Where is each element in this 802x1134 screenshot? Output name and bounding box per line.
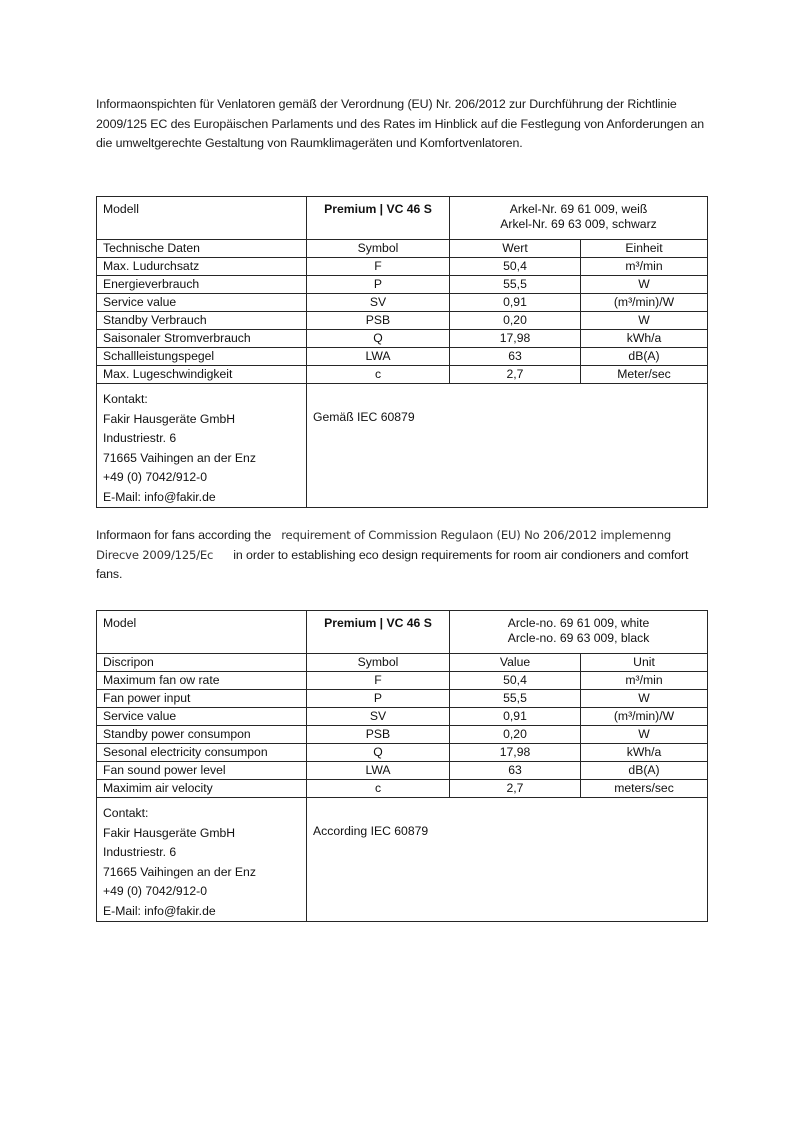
row-value: 0,20 <box>450 726 581 744</box>
spec-table-german <box>96 196 708 508</box>
row-label: Maximim air velocity <box>97 780 307 798</box>
row-symbol: Q <box>307 330 450 348</box>
table-row <box>97 744 708 762</box>
spec-table-english <box>96 610 708 922</box>
row-unit: dB(A) <box>581 348 708 366</box>
row-unit: Meter/sec <box>581 366 708 384</box>
row-value: 0,91 <box>450 294 581 312</box>
row-symbol: P <box>307 690 450 708</box>
model-name: Premium | VC 46 S <box>307 611 450 654</box>
column-header-value: Value <box>450 654 581 672</box>
article-line-1: Arcle-no. 69 61 009, white <box>507 616 650 630</box>
contact-line: Contakt: <box>103 806 149 820</box>
row-symbol: SV <box>307 294 450 312</box>
column-header-value: Wert <box>450 240 581 258</box>
row-symbol: Q <box>307 744 450 762</box>
table-row <box>97 780 708 798</box>
row-symbol: PSB <box>307 726 450 744</box>
table-column-header-row <box>97 240 708 258</box>
contact-line: 71665 Vaihingen an der Enz <box>103 450 256 465</box>
contact-line: Fakir Hausgeräte GmbH <box>103 825 236 840</box>
table-header-row <box>97 197 708 240</box>
row-value: 50,4 <box>450 258 581 276</box>
intro-paragraph-english <box>96 526 714 585</box>
table-column-header-row <box>97 654 708 672</box>
row-unit: W <box>581 276 708 294</box>
standard-note: According IEC 60879 <box>307 798 708 922</box>
table-row <box>97 672 708 690</box>
column-header-symbol: Symbol <box>307 654 450 672</box>
row-value: 55,5 <box>450 276 581 294</box>
intro-paragraph-german: Informaonspichten für Venlatoren gemäß der Verordnung (EU) Nr. 206/2012 zur Durchführung der Richtlinie 2009/125 EC des Europäischen Parlaments und des Rates im Hinblick auf die Festlegung von Anforderungen an die umweltgerechte Gestaltung von Raumklimageräten und Komfortvenlatoren. <box>96 97 708 151</box>
intro-en-segment-3: in order to establishing eco design requirements for room air condioners and comfort fans. <box>96 547 692 582</box>
model-label: Modell <box>97 197 307 240</box>
row-label: Schallleistungspegel <box>97 348 307 366</box>
row-label: Maximum fan ow rate <box>97 672 307 690</box>
column-header-unit: Unit <box>581 654 708 672</box>
column-header-symbol: Symbol <box>307 240 450 258</box>
contact-row <box>97 384 708 508</box>
table-row <box>97 294 708 312</box>
row-label: Service value <box>97 708 307 726</box>
row-label: Max. Ludurchsatz <box>97 258 307 276</box>
contact-line: 71665 Vaihingen an der Enz <box>103 864 256 879</box>
contact-line: +49 (0) 7042/912-0 <box>103 470 208 484</box>
model-name: Premium | VC 46 S <box>307 197 450 240</box>
row-symbol: PSB <box>307 312 450 330</box>
contact-line: Fakir Hausgeräte GmbH <box>103 411 236 426</box>
row-value: 0,91 <box>450 708 581 726</box>
row-unit: (m³/min)/W <box>581 708 708 726</box>
contact-line: E-Mail: info@fakir.de <box>103 903 216 918</box>
row-symbol: F <box>307 672 450 690</box>
row-value: 17,98 <box>450 330 581 348</box>
row-label: Fan power input <box>97 690 307 708</box>
standard-note: Gemäß IEC 60879 <box>307 384 708 508</box>
article-numbers <box>450 611 708 654</box>
row-label: Sesonal electricity consumpon <box>97 744 307 762</box>
column-header-description: Discripon <box>97 654 307 672</box>
intro-en-segment-1: Informaon for fans according the <box>96 528 282 542</box>
contact-line: Kontakt: <box>103 392 148 406</box>
table-row <box>97 690 708 708</box>
table-row <box>97 312 708 330</box>
row-unit: meters/sec <box>581 780 708 798</box>
table-header-row <box>97 611 708 654</box>
model-label: Model <box>97 611 307 654</box>
table-row <box>97 330 708 348</box>
row-unit: m³/min <box>581 672 708 690</box>
row-value: 63 <box>450 762 581 780</box>
table-row <box>97 348 708 366</box>
row-symbol: F <box>307 258 450 276</box>
contact-address <box>97 384 307 508</box>
row-label: Max. Lugeschwindigkeit <box>97 366 307 384</box>
row-value: 50,4 <box>450 672 581 690</box>
row-unit: kWh/a <box>581 744 708 762</box>
row-symbol: LWA <box>307 762 450 780</box>
article-line-1: Arkel-Nr. 69 61 009, weiß <box>509 202 648 216</box>
row-value: 63 <box>450 348 581 366</box>
row-unit: (m³/min)/W <box>581 294 708 312</box>
contact-line: Industriestr. 6 <box>103 431 177 445</box>
contact-line: E-Mail: info@fakir.de <box>103 489 216 504</box>
row-label: Service value <box>97 294 307 312</box>
row-value: 2,7 <box>450 780 581 798</box>
row-symbol: P <box>307 276 450 294</box>
row-symbol: SV <box>307 708 450 726</box>
table-row <box>97 366 708 384</box>
row-unit: m³/min <box>581 258 708 276</box>
row-unit: dB(A) <box>581 762 708 780</box>
contact-address <box>97 798 307 922</box>
row-unit: W <box>581 726 708 744</box>
row-label: Saisonaler Stromverbrauch <box>97 330 307 348</box>
table-row <box>97 762 708 780</box>
column-header-description: Technische Daten <box>97 240 307 258</box>
article-line-2: Arkel-Nr. 69 63 009, schwarz <box>500 217 657 231</box>
table-row <box>97 276 708 294</box>
row-value: 2,7 <box>450 366 581 384</box>
row-symbol: LWA <box>307 348 450 366</box>
table-row <box>97 726 708 744</box>
row-label: Fan sound power level <box>97 762 307 780</box>
article-line-2: Arcle-no. 69 63 009, black <box>507 631 650 645</box>
intro-en-segment-2: requirement of Commission Regulaon (EU) No 206/2012 implemenng Direcve 2009/125/Ec <box>96 528 675 562</box>
row-value: 0,20 <box>450 312 581 330</box>
article-numbers <box>450 197 708 240</box>
row-label: Energieverbrauch <box>97 276 307 294</box>
column-header-unit: Einheit <box>581 240 708 258</box>
row-unit: kWh/a <box>581 330 708 348</box>
row-label: Standby power consumpon <box>97 726 307 744</box>
table-row <box>97 708 708 726</box>
row-value: 55,5 <box>450 690 581 708</box>
contact-line: +49 (0) 7042/912-0 <box>103 884 208 898</box>
table-row <box>97 258 708 276</box>
contact-line: Industriestr. 6 <box>103 845 177 859</box>
row-unit: W <box>581 312 708 330</box>
row-symbol: c <box>307 780 450 798</box>
row-unit: W <box>581 690 708 708</box>
row-value: 17,98 <box>450 744 581 762</box>
row-symbol: c <box>307 366 450 384</box>
contact-row <box>97 798 708 922</box>
row-label: Standby Verbrauch <box>97 312 307 330</box>
